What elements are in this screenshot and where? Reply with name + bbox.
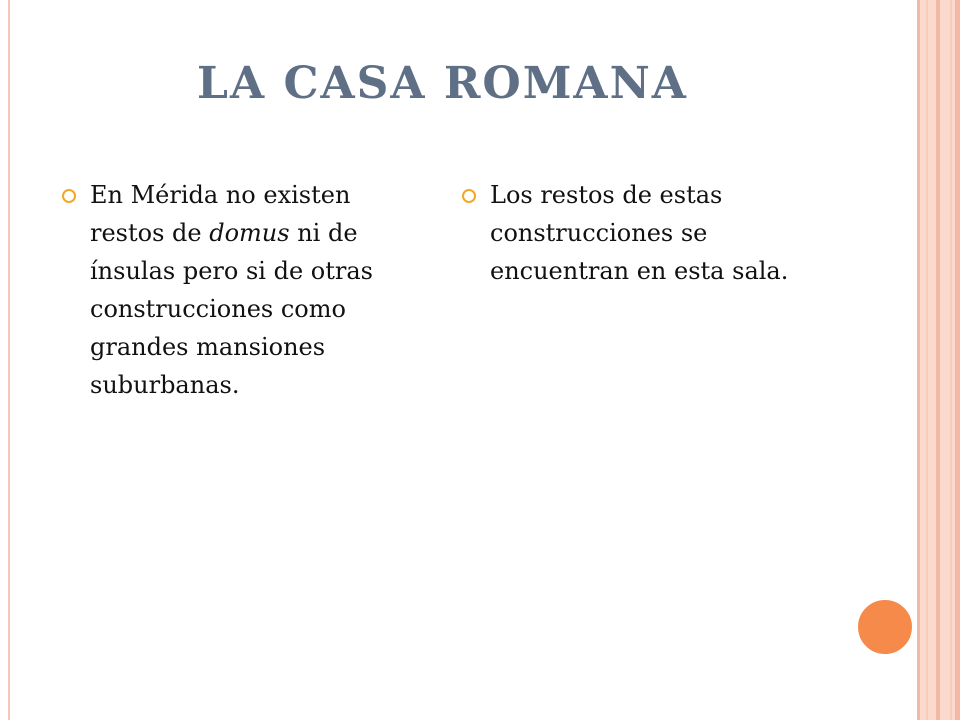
right-stripe bbox=[950, 0, 952, 720]
slide-title: LA CASA ROMANA bbox=[197, 58, 688, 109]
decorative-circle bbox=[856, 598, 914, 656]
bullet-item-right bbox=[462, 176, 802, 290]
bullet-text-part: ni de ínsulas pero si de otras construcciones como grandes mansiones suburbanas. bbox=[90, 219, 373, 399]
right-column bbox=[462, 176, 802, 290]
circle-bullet-icon bbox=[462, 189, 476, 203]
right-stripe bbox=[936, 0, 940, 720]
right-stripe bbox=[917, 0, 920, 720]
right-stripe bbox=[926, 0, 928, 720]
bullet-text-italic: domus bbox=[209, 219, 290, 247]
bullet-text: Los restos de estas construcciones se encuentran en esta sala. bbox=[490, 181, 789, 285]
circle-bullet-icon bbox=[62, 189, 76, 203]
bullet-text-part: En Mérida no existen restos de bbox=[90, 181, 351, 247]
bullet-item-left bbox=[62, 176, 402, 404]
left-column bbox=[62, 176, 402, 404]
right-stripe bbox=[955, 0, 960, 720]
